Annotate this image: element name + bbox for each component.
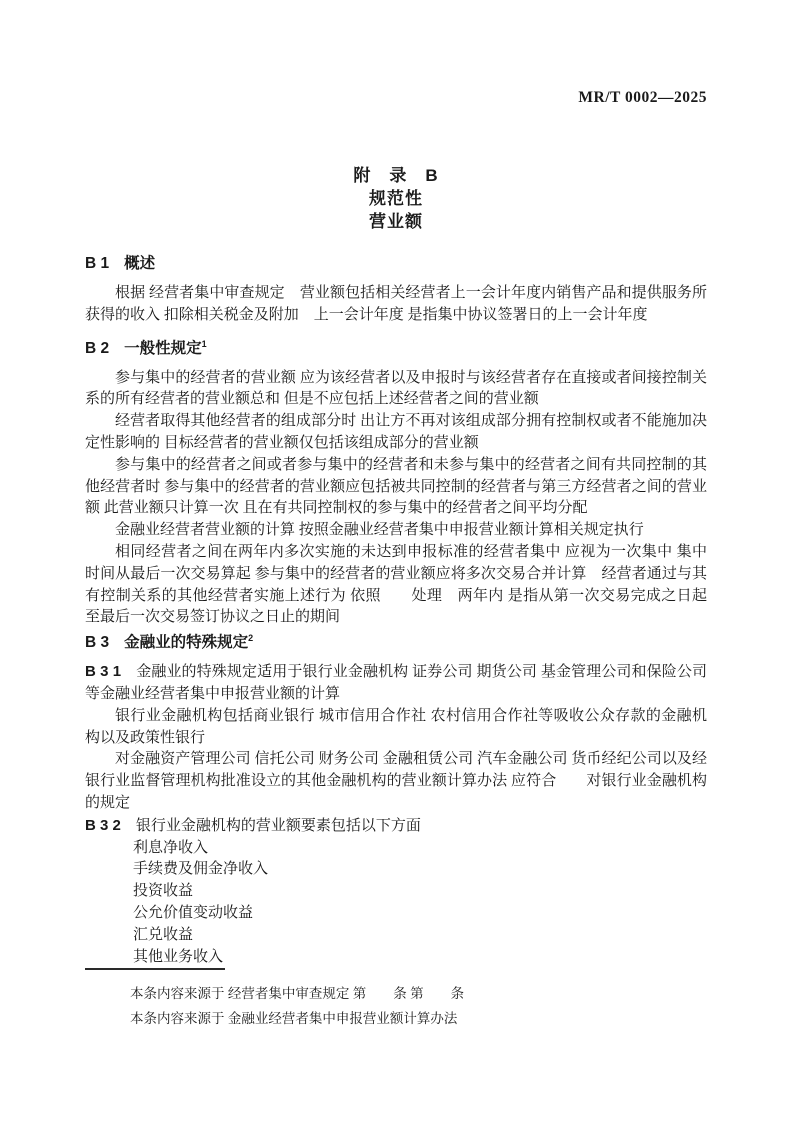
appendix-nature: 规范性 — [369, 189, 423, 208]
clause-text: 金融业的特殊规定适用于银行业金融机构 证券公司 期货公司 基金管理公司和保险公司等金融业经营者集中申报营业额的计算 — [85, 664, 707, 702]
section-number: B 2 — [85, 339, 110, 357]
section-heading-b3 — [85, 633, 707, 653]
appendix-subject: 营业额 — [369, 212, 423, 231]
clause-number: B 3 1 — [85, 663, 122, 681]
appendix-heading — [85, 164, 707, 233]
clause-text: 银行业金融机构的营业额要素包括以下方面 — [135, 817, 421, 834]
list-item: 手续费及佣金净收入 — [133, 861, 269, 878]
footnote-1: 本条内容来源于 经营者集中审查规定 第 条 第 条 — [130, 986, 465, 1001]
paragraph: 参与集中的经营者之间或者参与集中的经营者和未参与集中的经营者之间有共同控制的其他经营者时 参与集中的经营者的营业额应包括被共同控制的经营者与第三方经营者之间的营业额 此营业额只计算一次 且在有共同控制权的参与集中的经营者之间平均分配 — [85, 456, 707, 517]
footnote-ref-1: 1 — [201, 338, 207, 349]
section-heading-b1 — [85, 254, 707, 274]
section-title: 一般性规定 — [124, 339, 202, 357]
clause-number: B 3 2 — [85, 816, 121, 834]
paragraph: 根据 经营者集中审查规定 营业额包括相关经营者上一会计年度内销售产品和提供服务所获得的收入 扣除相关税金及附加 上一会计年度 是指集中协议签署日的上一会计年度 — [85, 285, 707, 323]
section-number: B 1 — [85, 255, 110, 272]
turnover-elements-list — [85, 838, 707, 969]
section-heading-b2 — [85, 339, 707, 359]
list-item: 汇兑收益 — [133, 926, 194, 943]
section-title: 概述 — [124, 255, 156, 272]
paragraph: 参与集中的经营者的营业额 应为该经营者以及申报时与该经营者存在直接或者间接控制关系的所有经营者的营业额总和 但是不应包括上述经营者之间的营业额 — [85, 369, 707, 408]
clause-b31 — [85, 661, 707, 706]
doc-number: MR/T 0002—2025 — [578, 89, 707, 106]
section-number: B 3 — [85, 634, 110, 652]
clause-number-wrap — [85, 664, 136, 680]
section-title: 金融业的特殊规定 — [124, 634, 249, 652]
footnote-divider — [85, 968, 225, 970]
paragraph: 银行业金融机构包括商业银行 城市信用合作社 农村信用合作社等吸收公众存款的金融机构以及政策性银行 — [85, 707, 707, 746]
footnote-ref-2: 2 — [248, 633, 254, 643]
list-item: 公允价值变动收益 — [133, 904, 254, 921]
paragraph: 相同经营者之间在两年内多次实施的未达到申报标准的经营者集中 应视为一次集中 集中时间从最后一次交易算起 参与集中的经营者的营业额应将多次交易合并计算 经营者通过与其有控制关系的其他经营者实施上述行为 依照 处理 两年内 是指从第一次交易完成之日起至最后一次交易签订协议之日止的期间 — [85, 543, 707, 626]
paragraph: 经营者取得其他经营者的组成部分时 出让方不再对该组成部分拥有控制权或者不能施加决定性影响的 目标经营者的营业额仅包括该组成部分的营业额 — [85, 413, 707, 451]
paragraph: 金融业经营者营业额的计算 按照金融业经营者集中申报营业额计算相关规定执行 — [115, 522, 644, 539]
list-item: 投资收益 — [133, 883, 194, 900]
footnote-area — [85, 968, 707, 1031]
clause-b32 — [85, 815, 707, 838]
paragraph: 对金融资产管理公司 信托公司 财务公司 金融租赁公司 汽车金融公司 货币经纪公司以及经银行业监督管理机构批准设立的其他金融机构的营业额计算办法 应符合 对银行业金融机构的规定 — [85, 751, 707, 811]
list-item: 其他业务收入 — [133, 948, 224, 965]
appendix-label: 附 录 B — [353, 166, 439, 185]
list-item: 利息净收入 — [133, 839, 209, 856]
footnote-2: 本条内容来源于 金融业经营者集中申报营业额计算办法 — [130, 1011, 458, 1026]
